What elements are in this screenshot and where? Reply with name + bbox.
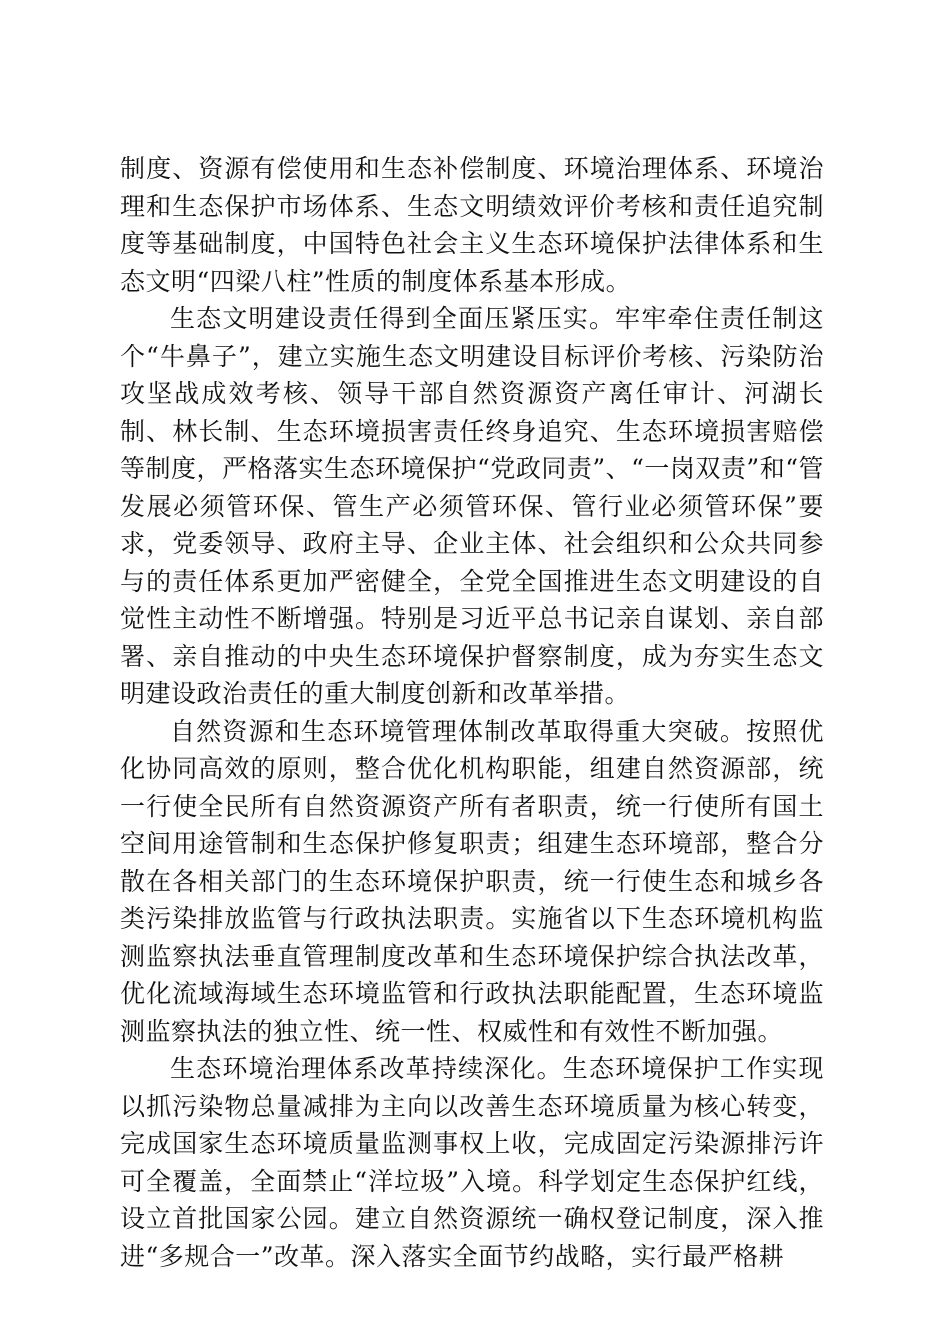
paragraph-management-reform: 自然资源和生态环境管理体制改革取得重大突破。按照优化协同高效的原则，整合优化机构职能，组建自然资源部，统一行使全民所有自然资源资产所有者职责，统一行使所有国土空间用途管制和生态保护修复职责；组建生态环境部，整合分散在各相关部门的生态环境保护职责，统一行使生态和城乡各类污染排放监管与行政执法职责。实施省以下生态环境机构监测监察执法垂直管理制度改革和生态环境保护综合执法改革，优化流域海域生态环境监管和行政执法职能配置，生态环境监测监察执法的独立性、统一性、权威性和有效性不断加强。 — [120, 716, 824, 1046]
paragraph-responsibility: 生态文明建设责任得到全面压紧压实。牢牢牵住责任制这个“牛鼻子”，建立实施生态文明建设目标评价考核、污染防治攻坚战成效考核、领导干部自然资源资产离任审计、河湖长制、林长制、生态环境损害责任终身追究、生态环境损害赔偿等制度，严格落实生态环境保护“党政同责”、“一岗双责”和“管发展必须管环保、管生产必须管环保、管行业必须管环保”要求，党委领导、政府主导、企业主体、社会组织和公众共同参与的责任体系更加严密健全，全党全国推进生态文明建设的自觉性主动性不断增强。特别是习近平总书记亲自谋划、亲自部署、亲自推动的中央生态环境保护督察制度，成为夯实生态文明建设政治责任的重大制度创新和改革举措。 — [120, 304, 824, 708]
paragraph-continuation: 制度、资源有偿使用和生态补偿制度、环境治理体系、环境治理和生态保护市场体系、生态文明绩效评价考核和责任追究制度等基础制度，中国特色社会主义生态环境保护法律体系和生态文明“四梁八柱”性质的制度体系基本形成。 — [120, 154, 824, 296]
paragraph-governance-reform: 生态环境治理体系改革持续深化。生态环境保护工作实现以抓污染物总量减排为主向以改善生态环境质量为核心转变，完成国家生态环境质量监测事权上收，完成固定污染源排污许可全覆盖，全面禁止“洋垃圾”入境。科学划定生态保护红线，设立首批国家公园。建立自然资源统一确权登记制度，深入推进“多规合一”改革。深入落实全面节约战略，实行最严格耕 — [120, 1054, 824, 1271]
document-page — [120, 150, 824, 1275]
